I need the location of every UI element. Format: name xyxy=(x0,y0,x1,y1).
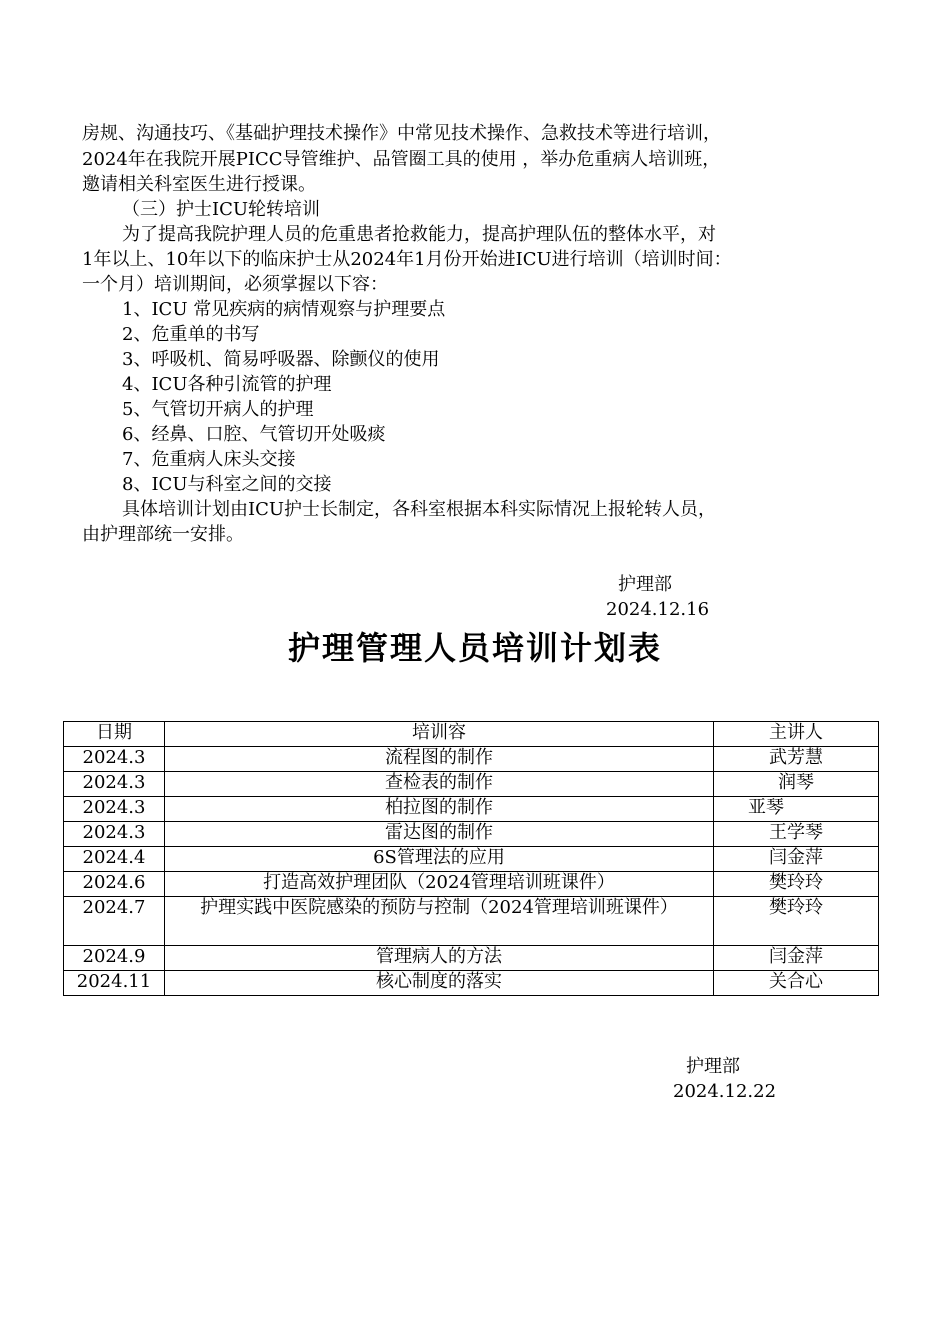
table-row xyxy=(64,822,879,847)
cell-speaker: 亚琴 xyxy=(714,797,879,822)
cell-speaker: 闫金萍 xyxy=(714,946,879,971)
header-date: 日期 xyxy=(64,722,165,747)
cell-speaker: 关合心 xyxy=(714,971,879,996)
cell-content: 6S管理法的应用 xyxy=(165,847,714,872)
cell-speaker: 樊玲玲 xyxy=(714,897,879,946)
signature-date: 2024.12.16 xyxy=(606,599,710,620)
intro-para3-line: 由护理部统一安排。 xyxy=(82,524,244,545)
cell-content: 打造高效护理团队（2024管理培训班课件） xyxy=(165,872,714,897)
section-heading: （三）护士ICU轮转培训 xyxy=(122,199,321,220)
cell-date: 2024.11 xyxy=(64,971,165,996)
intro-para2-line: 1年以上、10年以下的临床护士从2024年1月份开始进ICU进行培训（培训时间： xyxy=(82,249,732,270)
cell-date: 2024.9 xyxy=(64,946,165,971)
cell-speaker: 闫金萍 xyxy=(714,847,879,872)
cell-date: 2024.7 xyxy=(64,897,165,946)
cell-speaker: 润琴 xyxy=(714,772,879,797)
header-speaker: 主讲人 xyxy=(714,722,879,747)
signature: 护理部 xyxy=(618,574,672,595)
cell-content: 护理实践中医院感染的预防与控制（2024管理培训班课件） xyxy=(165,897,714,946)
list-item: 8、ICU与科室之间的交接 xyxy=(122,474,332,495)
table-row xyxy=(64,872,879,897)
cell-content: 管理病人的方法 xyxy=(165,946,714,971)
cell-content: 雷达图的制作 xyxy=(165,822,714,847)
intro-para1-line: 邀请相关科室医生进行授课。 xyxy=(82,174,316,195)
intro-para1-line: 2024年在我院开展PICC导管维护、品管圈工具的使用 ，举办危重病人培训班， xyxy=(82,149,721,170)
list-item: 5、气管切开病人的护理 xyxy=(122,399,314,420)
plan-signature: 护理部 xyxy=(686,1056,740,1077)
list-item: 6、经鼻、口腔、气管切开处吸痰 xyxy=(122,424,386,445)
table-row xyxy=(64,971,879,996)
list-item: 2、危重单的书写 xyxy=(122,324,260,345)
list-item: 7、危重病人床头交接 xyxy=(122,449,296,470)
table-row xyxy=(64,797,879,822)
cell-content: 柏拉图的制作 xyxy=(165,797,714,822)
cell-speaker: 樊玲玲 xyxy=(714,872,879,897)
cell-date: 2024.6 xyxy=(64,872,165,897)
intro-para2-line: 为了提高我院护理人员的危重患者抢救能力，提高护理队伍的整体水平，对 xyxy=(122,224,716,245)
cell-speaker: 王学琴 xyxy=(714,822,879,847)
cell-content: 流程图的制作 xyxy=(165,747,714,772)
training-plan-table xyxy=(63,721,879,996)
plan-signature-date: 2024.12.22 xyxy=(673,1081,777,1102)
table-row xyxy=(64,897,879,946)
table-row xyxy=(64,772,879,797)
header-content: 培训容 xyxy=(165,722,714,747)
table-row xyxy=(64,946,879,971)
cell-date: 2024.3 xyxy=(64,747,165,772)
list-item: 1、ICU 常见疾病的病情观察与护理要点 xyxy=(122,299,446,320)
list-item: 3、呼吸机、简易呼吸器、除颤仪的使用 xyxy=(122,349,440,370)
list-item: 4、ICU各种引流管的护理 xyxy=(122,374,332,395)
table-header-row xyxy=(64,722,879,747)
plan-title: 护理管理人员培训计划表 xyxy=(287,629,662,667)
table-row xyxy=(64,747,879,772)
intro-para3-line: 具体培训计划由ICU护士长制定，各科室根据本科实际情况上报轮转人员， xyxy=(122,499,717,520)
cell-date: 2024.4 xyxy=(64,847,165,872)
table-row xyxy=(64,847,879,872)
cell-content: 核心制度的落实 xyxy=(165,971,714,996)
cell-speaker: 武芳慧 xyxy=(714,747,879,772)
cell-date: 2024.3 xyxy=(64,772,165,797)
intro-para2-line: 一个月）培训期间，必须掌握以下容： xyxy=(82,274,388,295)
cell-date: 2024.3 xyxy=(64,822,165,847)
intro-para1-line: 房规、沟通技巧、《基础护理技术操作》中常见技术操作、急救技术等进行培训， xyxy=(82,123,721,144)
cell-date: 2024.3 xyxy=(64,797,165,822)
cell-content: 查检表的制作 xyxy=(165,772,714,797)
